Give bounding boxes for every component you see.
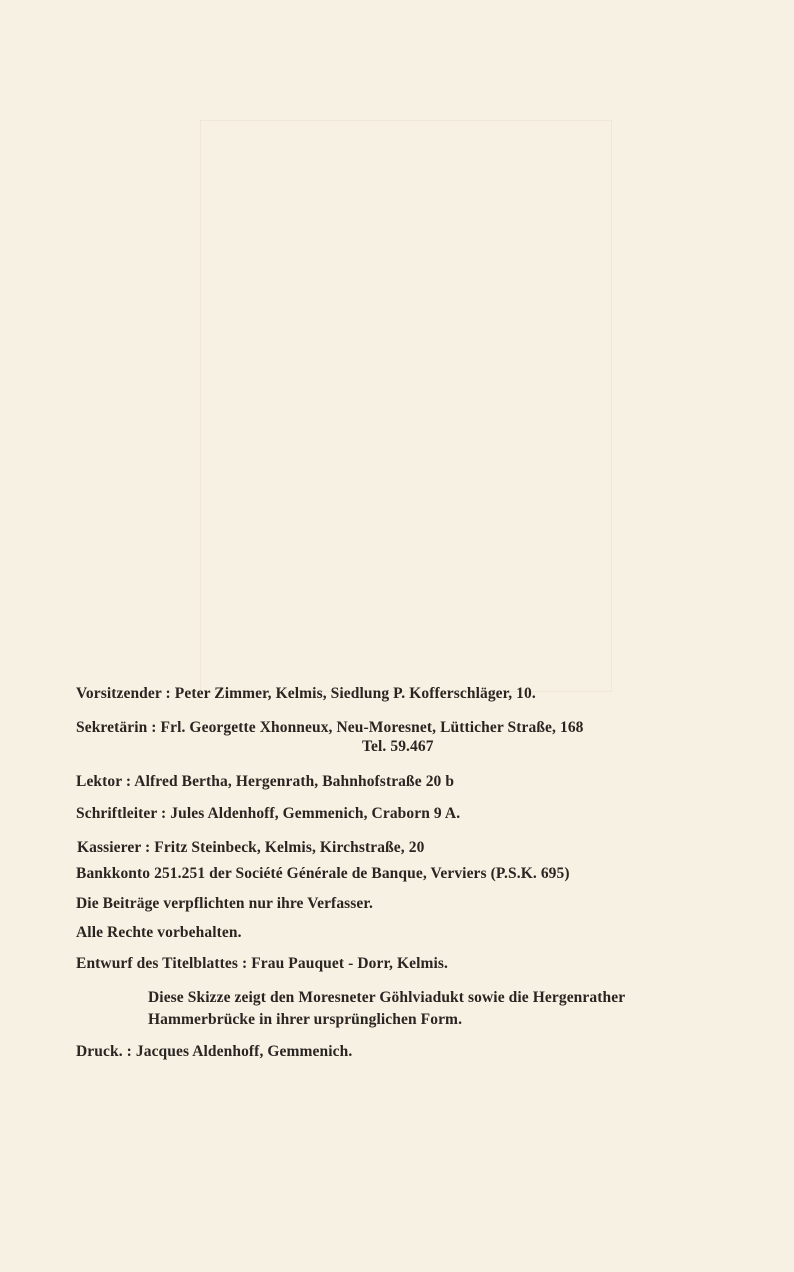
bank-line: Bankkonto 251.251 der Société Générale de Banque, Verviers (P.S.K. 695) <box>76 865 570 882</box>
managing-editor-line: Schriftleiter : Jules Aldenhoff, Gemmenich, Craborn 9 A. <box>76 805 461 822</box>
printer-line: Druck. : Jacques Aldenhoff, Gemmenich. <box>76 1043 353 1060</box>
secretary-tel: Tel. 59.467 <box>362 738 434 755</box>
secretary-line: Sekretärin : Frl. Georgette Xhonneux, Neu-Moresnet, Lütticher Straße, 168 <box>76 719 584 736</box>
treasurer-line: Kassierer : Fritz Steinbeck, Kelmis, Kirchstraße, 20 <box>77 839 425 856</box>
chair-line: Vorsitzender : Peter Zimmer, Kelmis, Siedlung P. Kofferschläger, 10. <box>76 685 536 702</box>
cover-design-line: Entwurf des Titelblattes : Frau Pauquet - Dorr, Kelmis. <box>76 955 449 972</box>
cover-note-line-2: Hammerbrücke in ihrer ursprünglichen Form. <box>148 1011 463 1028</box>
show-through-cover <box>200 120 612 692</box>
editor-line: Lektor : Alfred Bertha, Hergenrath, Bahnhofstraße 20 b <box>76 773 455 790</box>
cover-note-line-1: Diese Skizze zeigt den Moresneter Göhlviadukt sowie die Hergenrather <box>148 989 626 1006</box>
rights-line: Alle Rechte vorbehalten. <box>76 924 242 941</box>
disclaimer-line: Die Beiträge verpflichten nur ihre Verfasser. <box>76 895 373 912</box>
